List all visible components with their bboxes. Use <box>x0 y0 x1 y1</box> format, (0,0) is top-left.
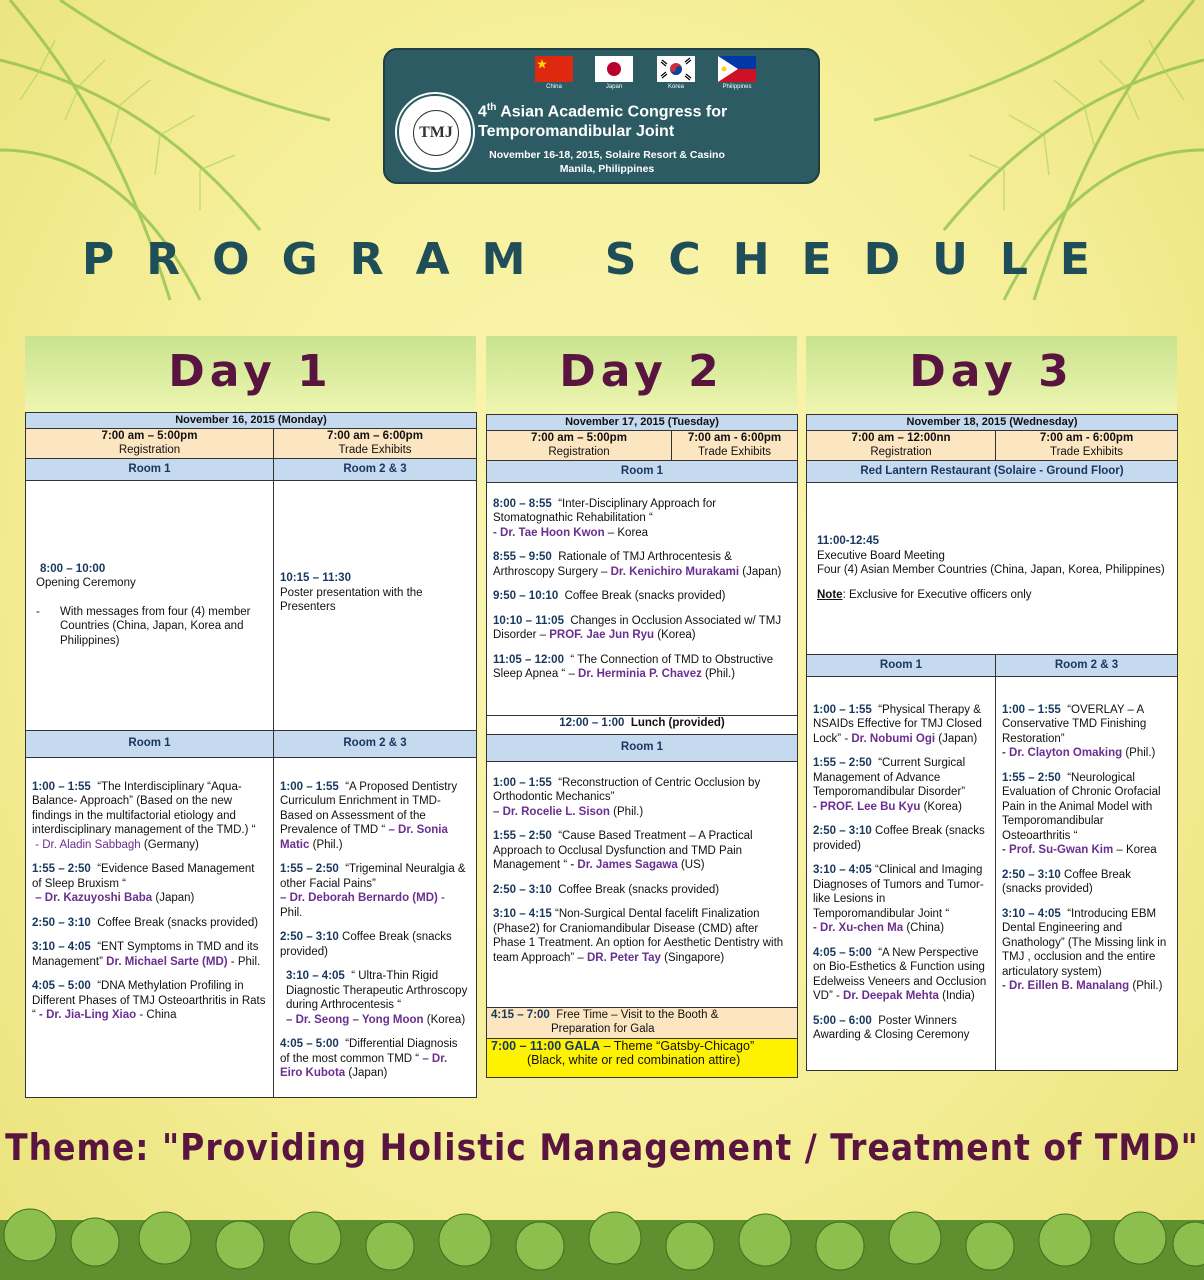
date-venue-line: November 16-18, 2015, Solaire Resort & Casino <box>489 149 725 161</box>
d1-a1-speaker: - Dr. Aladin Sabbagh <box>35 838 141 851</box>
day2-free-time <box>487 1007 798 1038</box>
d3-a1-text: “Physical Therapy & NSAIDs Effective for TMJ Closed Lock” - <box>813 703 982 745</box>
palm-fronds-bottom <box>0 1180 1204 1280</box>
d3-a4-country: (China) <box>906 922 945 934</box>
d2-a3-text: Coffee Break (snacks provided) <box>558 883 720 896</box>
d3-a2-text: “Current Surgical Management of Advance Temporomandibular Disorder” <box>813 757 966 798</box>
d2-m4-time: 10:10 – 11:05 <box>493 614 564 627</box>
d2-m1-text: “Inter-Disciplinary Approach for Stomatognathic Rehabilitation “ <box>493 497 717 524</box>
congress-title <box>478 98 727 142</box>
d2-m5-country: (Phil.) <box>705 668 736 680</box>
flag-label-japan: Japan <box>605 84 623 90</box>
day1-room-2-3: Room 2 & 3 <box>274 458 477 480</box>
day1-title: Day 1 <box>168 346 333 397</box>
title-rest: Asian Academic Congress for <box>496 103 728 121</box>
d1-a3-time: 2:50 – 3:10 <box>32 916 91 929</box>
day1-morning-room23 <box>274 480 477 730</box>
day1-header <box>25 336 476 412</box>
day1-afternoon-room1 <box>26 757 274 1097</box>
d1-a2-text: “Evidence Based Management of Sleep Bruxism “ <box>32 863 255 890</box>
d3-b4-text: “Introducing EBM Dental Engineering and Gnathology” (The Missing link in TMJ , occlusion and the entire articulatory system) <box>1002 907 1167 978</box>
d1-a3-text: Coffee Break (snacks provided) <box>97 916 259 929</box>
tmj-academy-logo <box>397 94 473 170</box>
japan-flag-icon <box>595 56 633 82</box>
day2-reg-time: 7:00 am – 5:00pm <box>531 431 627 444</box>
d1-a4-time: 3:10 – 4:05 <box>32 941 91 953</box>
d3-a5-text: “A New Perspective on Bio-Esthetics & Function using Edelweiss Veneers and Occlusion VD” - <box>813 946 987 1002</box>
d2-m2-time: 8:55 – 9:50 <box>493 551 552 563</box>
d1-a4-speaker: Dr. Michael Sarte (MD) <box>106 955 228 968</box>
day3-reg-time: 7:00 am – 12:00nn <box>851 431 951 444</box>
day1-table <box>25 412 477 1098</box>
d1-b2-country: - Phil. <box>280 892 445 919</box>
day1-room-1: Room 1 <box>26 458 274 480</box>
flag-label-china: China <box>546 84 562 90</box>
d1-b1-country: (Phil.) <box>312 838 343 851</box>
d2-a2-speaker: - Dr. James Sagawa <box>570 859 678 871</box>
day2-room-1: Room 1 <box>487 460 798 482</box>
d3-note-text: : Exclusive for Executive officers only <box>842 588 1032 601</box>
d3-a1-country: (Japan) <box>938 732 978 745</box>
d3-a2-speaker: - PROF. Lee Bu Kyu <box>813 800 921 813</box>
program-schedule-title: PROGRAM SCHEDULE <box>82 234 1122 285</box>
d2-m1-speaker: - Dr. Tae Hoon Kwon <box>493 526 605 539</box>
d2-a1-speaker: – Dr. Rocelie L. Sison <box>493 805 610 818</box>
d3-a1-speaker: Dr. Nobumi Ogi <box>851 732 936 745</box>
d3-b2-text: “Neurological Evaluation of Chronic Orofacial Pain in the Animal Model with Temporomandibular Osteoarthritis “ <box>1002 771 1161 842</box>
d1-b2-speaker: – Dr. Deborah Bernardo (MD) <box>280 892 438 904</box>
theme-banner: Theme: "Providing Holistic Management / Treatment of TMD" <box>5 1126 1199 1169</box>
logo-text: TMJ <box>413 110 459 156</box>
day3-room-2-3: Room 2 & 3 <box>996 654 1178 676</box>
d3-a5-speaker: Dr. Deepak Mehta <box>843 990 939 1002</box>
d2-gala-text: – Theme “Gatsby-Chicago” <box>603 1038 755 1053</box>
d3-a5-time: 4:05 – 5:00 <box>813 946 872 959</box>
d3-m-time: 11:00-12:45 <box>817 535 880 547</box>
d2-m5-text: “ The Connection of TMD to Obstructive Sleep Apnea “ – <box>493 653 774 680</box>
d1-a2-country: (Japan) <box>155 892 195 904</box>
day3-trade <box>996 430 1178 460</box>
d3-a3-text: Coffee Break (snacks provided) <box>813 825 985 852</box>
d1-a5-text: “DNA Methylation Profiling in Different Phases of TMJ Osteoarthritis in Rats “ <box>32 980 266 1021</box>
d3-a2-country: (Korea) <box>923 800 962 813</box>
d3-a6-time: 5:00 – 6:00 <box>813 1014 872 1027</box>
d1-b5-speaker: – Dr. Eiro Kubota <box>280 1052 448 1079</box>
d2-m4-text: Changes in Occlusion Associated w/ TMJ Disorder – <box>493 614 782 641</box>
d1-b5-country: (Japan) <box>348 1067 388 1079</box>
d1-b5-text: “Differential Diagnosis of the most common TMD “ <box>280 1038 458 1065</box>
day3-registration <box>807 430 996 460</box>
d3-b1-country: (Phil.) <box>1125 747 1156 759</box>
flag-label-philippines: Philippines <box>722 84 752 90</box>
d2-a1-country: (Phil.) <box>613 805 644 818</box>
d2-lunch-time: 12:00 – 1:00 <box>559 716 625 729</box>
d2-m3-time: 9:50 – 10:10 <box>493 590 559 602</box>
day2-afternoon-room1 <box>487 761 798 1007</box>
day1-afternoon-room23 <box>274 757 477 1097</box>
d1-m-dash: - <box>36 605 40 618</box>
d1-m-time: 8:00 – 10:00 <box>40 562 106 575</box>
day2-title: Day 2 <box>559 346 724 397</box>
day2-trade <box>672 430 798 460</box>
d2-a1-time: 1:00 – 1:55 <box>493 776 552 789</box>
d2-m1-country: – Korea <box>607 526 649 539</box>
d1-a2-speaker: – Dr. Kazuyoshi Baba <box>35 892 153 904</box>
d3-b2-time: 1:55 – 2:50 <box>1002 771 1061 784</box>
d2-m3-text: Coffee Break (snacks provided) <box>564 590 726 602</box>
day2-table <box>486 414 798 1078</box>
day2-room-1-afternoon: Room 1 <box>487 734 798 761</box>
korea-flag-icon <box>657 56 695 82</box>
d1-m-title: Opening Ceremony <box>36 577 136 590</box>
d2-free-text: Free Time – Visit to the Booth & <box>556 1008 719 1021</box>
d2-free-text2: Preparation for Gala <box>551 1023 655 1035</box>
d1-a1-country: (Germany) <box>143 838 199 851</box>
day3-reg-label: Registration <box>870 446 932 458</box>
day3-table <box>806 414 1178 1071</box>
d1-b2-text: “Trigeminal Neuralgia & other Facial Pains” <box>280 863 466 890</box>
d1-b3-text: Coffee Break (snacks provided) <box>280 931 452 958</box>
day2-registration <box>487 430 672 460</box>
day3-date: November 18, 2015 (Wednesday) <box>807 415 1178 431</box>
day2-trade-time: 7:00 am - 6:00pm <box>687 431 782 444</box>
d1-b1-time: 1:00 – 1:55 <box>280 780 339 793</box>
d1-a5-time: 4:05 – 5:00 <box>32 980 91 992</box>
day1-trade-label: Trade Exhibits <box>338 444 412 456</box>
day1-trade-time: 7:00 am – 6:00pm <box>327 429 423 442</box>
day1-registration <box>26 428 274 458</box>
day3-trade-label: Trade Exhibits <box>1049 446 1124 458</box>
d1-a5-country: - China <box>139 1009 177 1021</box>
day1-morning-room1 <box>26 480 274 730</box>
d1-b4-speaker: – Dr. Seong – Yong Moon <box>286 1013 424 1026</box>
d3-a1-time: 1:00 – 1:55 <box>813 703 872 716</box>
d2-m2-speaker: Dr. Kenichiro Murakami <box>610 565 740 578</box>
d2-a4-time: 3:10 – 4:15 <box>493 908 552 920</box>
day1-reg-time: 7:00 am – 5:00pm <box>101 429 198 442</box>
d1-a4-country: - Phil. <box>230 955 261 968</box>
d3-a4-speaker: - Dr. Xu-chen Ma <box>813 922 904 934</box>
d3-a3-time: 2:50 – 3:10 <box>813 825 872 837</box>
china-flag-icon <box>535 56 573 82</box>
day2-reg-label: Registration <box>548 446 610 458</box>
day1-reg-label: Registration <box>118 444 181 456</box>
d2-a4-country: (Singapore) <box>664 951 725 964</box>
d3-m-title: Executive Board Meeting <box>817 549 945 562</box>
d1-a5-speaker: - Dr. Jia-Ling Xiao <box>39 1009 137 1021</box>
day3-afternoon-room1 <box>807 676 996 1070</box>
d2-a2-text: “Cause Based Treatment – A Practical Approach to Occlusal Dysfunction and TMD Pain Management “ <box>493 830 753 871</box>
d1-a1-text: “The Interdisciplinary “Aqua-Balance- Approach” (Based on the new findings in the multifactorial etiology and interdisciplinary management of the TMD.) “ <box>32 780 256 836</box>
title-line2: Temporomandibular Joint <box>478 123 675 141</box>
d2-m4-country: (Korea) <box>657 629 696 641</box>
d3-a4-time: 3:10 – 4:05 <box>813 864 872 876</box>
d1-a1-time: 1:00 – 1:55 <box>32 780 91 793</box>
d3-b1-speaker: - Dr. Clayton Omaking <box>1002 747 1123 759</box>
d1-b1-text: “A Proposed Dentistry Curriculum Enrichment in TMD-Based on Assessment of the Prevalence of TMD “ <box>280 780 458 836</box>
d2-a4-speaker: DR. Peter Tay <box>586 951 661 964</box>
d3-b3-time: 2:50 – 3:10 <box>1002 868 1061 881</box>
d2-lunch-text: Lunch (provided) <box>630 716 725 729</box>
d1-p-time: 10:15 – 11:30 <box>280 572 351 585</box>
d3-b1-time: 1:00 – 1:55 <box>1002 703 1061 716</box>
d2-m5-time: 11:05 – 12:00 <box>493 653 564 666</box>
d3-a5-country: (India) <box>942 990 975 1002</box>
d3-b1-text: “OVERLAY – A Conservative TMD Finishing Restoration” <box>1002 703 1147 745</box>
d3-b4-time: 3:10 – 4:05 <box>1002 907 1061 920</box>
d2-gala-time: 7:00 – 11:00 GALA <box>491 1038 601 1053</box>
day3-venue: Red Lantern Restaurant (Solaire - Ground Floor) <box>807 460 1178 482</box>
day2-header <box>486 336 797 412</box>
d1-m-note: With messages from four (4) member Countries (China, Japan, Korea and Philippines) <box>60 605 251 647</box>
day2-trade-label: Trade Exhibits <box>697 446 772 458</box>
d1-a2-time: 1:55 – 2:50 <box>32 863 91 875</box>
d3-b3-text: Coffee Break (snacks provided) <box>1002 868 1131 895</box>
day3-title: Day 3 <box>909 346 1074 397</box>
d1-b4-text: “ Ultra-Thin Rigid Diagnostic Therapeutic Arthroscopy during Arthrocentesis “ <box>286 970 468 1011</box>
d3-a2-time: 1:55 – 2:50 <box>813 757 872 769</box>
day1-room-2-3-afternoon: Room 2 & 3 <box>274 730 477 757</box>
d2-m5-speaker: Dr. Herminia P. Chavez <box>578 668 702 680</box>
day3-room-1: Room 1 <box>807 654 996 676</box>
philippines-flag-icon <box>718 56 756 82</box>
day1-room-1-afternoon: Room 1 <box>26 730 274 757</box>
day1-date: November 16, 2015 (Monday) <box>26 413 477 429</box>
d1-p-title: Poster presentation with the Presenters <box>280 586 423 614</box>
flag-row <box>535 56 775 92</box>
d1-b4-country: (Korea) <box>426 1013 466 1026</box>
d3-m-text: Four (4) Asian Member Countries (China, Japan, Korea, Philippines) <box>817 564 1165 576</box>
day2-morning-room1 <box>487 482 798 715</box>
d2-m1-time: 8:00 – 8:55 <box>493 497 552 510</box>
day3-afternoon-room23 <box>996 676 1178 1070</box>
d1-b5-time: 4:05 – 5:00 <box>280 1038 339 1050</box>
d3-b4-country: (Phil.) <box>1132 980 1163 992</box>
day3-board-meeting <box>807 482 1178 654</box>
d1-a4-text: “ENT Symptoms in TMD and its Management” <box>32 941 259 968</box>
d1-b3-time: 2:50 – 3:10 <box>280 931 339 943</box>
d2-a3-time: 2:50 – 3:10 <box>493 883 552 896</box>
d2-free-time: 4:15 – 7:00 <box>491 1008 550 1021</box>
day1-trade <box>274 428 477 458</box>
d3-b2-country: – Korea <box>1116 844 1157 856</box>
d2-m4-speaker: PROF. Jae Jun Ryu <box>549 629 655 641</box>
day3-header <box>806 336 1177 412</box>
d3-b4-speaker: - Dr. Eillen B. Manalang <box>1002 980 1130 992</box>
d2-a2-country: (US) <box>680 859 705 871</box>
day2-lunch <box>487 715 798 734</box>
d2-m2-text: Rationale of TMJ Arthrocentesis & Arthroscopy Surgery – <box>493 551 732 578</box>
d3-b2-speaker: - Prof. Su-Gwan Kim <box>1002 844 1114 856</box>
d3-a4-text: “Clinical and Imaging Diagnoses of Tumors and Tumor-like Lesions in Temporomandibular Joint “ <box>813 864 984 920</box>
day2-gala <box>487 1038 798 1077</box>
place-line: Manila, Philippines <box>559 163 655 175</box>
congress-header <box>383 48 820 184</box>
d1-b2-time: 1:55 – 2:50 <box>280 863 339 875</box>
d1-b1-speaker: – Dr. Sonia Matic <box>280 824 448 851</box>
d2-a4-text: “Non-Surgical Dental facelift Finalization (Phase2) for Craniomandibular Disease (CMD) after Phase 1 Treatment. An option for Aesthetic Dentistry with team Approach” – <box>493 908 784 964</box>
title-number: 4 <box>478 103 487 121</box>
d1-b4-time: 3:10 – 4:05 <box>286 970 345 982</box>
flag-label-korea: Korea <box>667 84 684 90</box>
d2-m2-country: (Japan) <box>742 565 782 578</box>
d3-a6-text: Poster Winners Awarding & Closing Ceremony <box>813 1014 970 1041</box>
congress-dates <box>467 148 747 176</box>
d2-a2-time: 1:55 – 2:50 <box>493 830 552 842</box>
d3-note-label: Note <box>817 588 843 601</box>
day3-trade-time: 7:00 am - 6:00pm <box>1039 431 1134 444</box>
day2-date: November 17, 2015 (Tuesday) <box>487 415 798 431</box>
title-superscript: th <box>486 102 497 113</box>
d2-a1-text: “Reconstruction of Centric Occlusion by Orthodontic Mechanics” <box>493 776 761 803</box>
d2-gala-text2: (Black, white or red combination attire) <box>527 1053 741 1067</box>
